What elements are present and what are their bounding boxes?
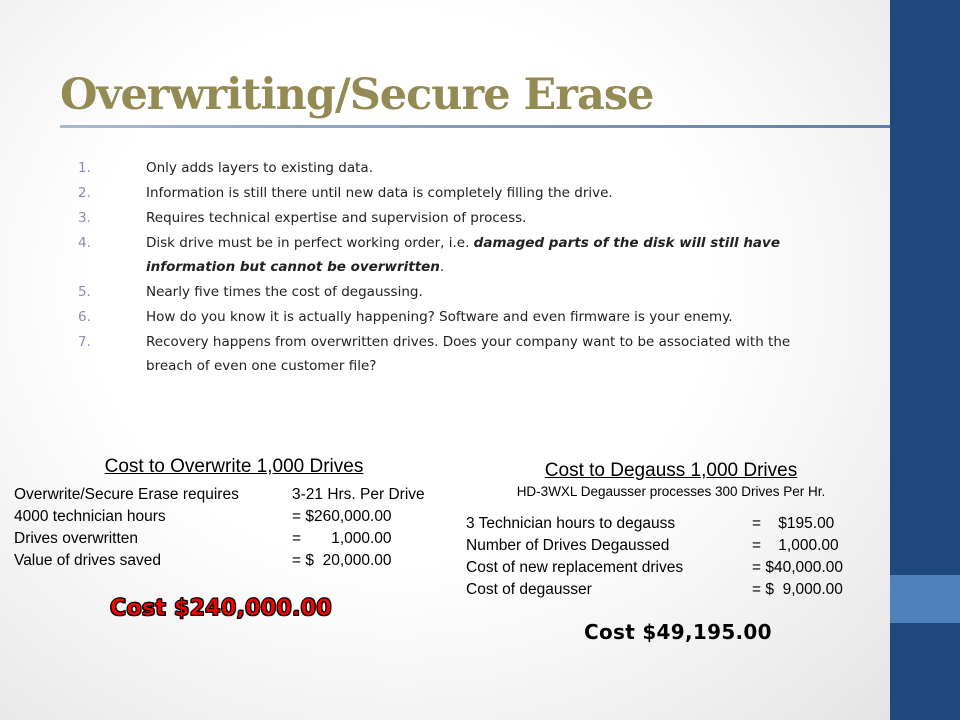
cost-row [14,550,454,572]
cost-row-label: Cost of new replacement drives [466,559,684,576]
cost-row [466,557,876,579]
bullet-list [78,156,838,379]
list-item [78,181,838,205]
cost-row-value: 3-21 Hrs. Per Drive [292,486,425,503]
overwrite-cost-block [14,456,454,572]
list-number: 3. [78,210,91,226]
cost-row-label: Drives overwritten [14,530,139,547]
cost-row-label: Overwrite/Secure Erase requires [14,486,239,503]
list-text-plain: Disk drive must be in perfect working order, i.e. [146,235,474,251]
list-item [78,305,838,329]
cost-row-value: = 1,000.00 [292,530,392,547]
list-text: Only adds layers to existing data. [146,160,373,176]
list-item [78,156,838,180]
list-text: How do you know it is actually happening? Software and even firmware is your enemy. [146,309,733,325]
cost-row [466,513,876,535]
cost-row [14,484,454,506]
cost-row-value: = $40,000.00 [752,559,843,576]
cost-row-value: = $260,000.00 [292,508,392,525]
degauss-cost-title: Cost to Degauss 1,000 Drives [544,460,798,481]
degauss-cost-block [466,460,876,601]
cost-row [466,579,876,601]
list-number: 4. [78,235,91,251]
list-text: Recovery happens from overwritten drives. Does your company want to be associated with the breach of even one customer file? [146,334,791,374]
list-item [78,330,838,378]
cost-row-label: 3 Technician hours to degauss [466,515,676,532]
cost-row-value: = 1,000.00 [752,537,839,554]
cost-row [466,535,876,557]
list-item [78,231,838,279]
cost-row-label: Number of Drives Degaussed [466,537,670,554]
cost-row [14,506,454,528]
list-text-emphasis: damaged parts of the disk will still have information but cannot be overwritten [146,235,780,275]
cost-row-value: = $ 20,000.00 [292,552,392,569]
sidebar-accent-block [890,575,960,623]
degauss-cost-subtitle: HD-3WXL Degausser processes 300 Drives Per Hr. [516,484,826,499]
list-number: 7. [78,334,91,350]
slide-title: Overwriting/Secure Erase [60,70,654,120]
list-text-end: . [439,259,445,275]
list-item [78,280,838,304]
overwrite-total-cost: Cost $240,000.00 [110,596,332,621]
cost-row-value: = $ 9,000.00 [752,581,843,598]
list-text: Nearly five times the cost of degaussing. [146,284,423,300]
list-text: Requires technical expertise and supervision of process. [146,210,527,226]
list-number: 5. [78,284,91,300]
list-number: 6. [78,309,91,325]
degauss-total-cost: Cost $49,195.00 [584,620,772,644]
list-number: 1. [78,160,91,176]
list-text: Information is still there until new data is completely filling the drive. [146,185,613,201]
list-item [78,206,838,230]
cost-row-label: Cost of degausser [466,581,592,598]
cost-row-label: 4000 technician hours [14,508,166,525]
list-number: 2. [78,185,91,201]
list-text [146,231,838,279]
cost-row-value: = $195.00 [752,515,835,532]
overwrite-cost-title: Cost to Overwrite 1,000 Drives [104,456,364,477]
title-underline [60,125,890,128]
cost-row-label: Value of drives saved [14,552,162,569]
cost-row [14,528,454,550]
